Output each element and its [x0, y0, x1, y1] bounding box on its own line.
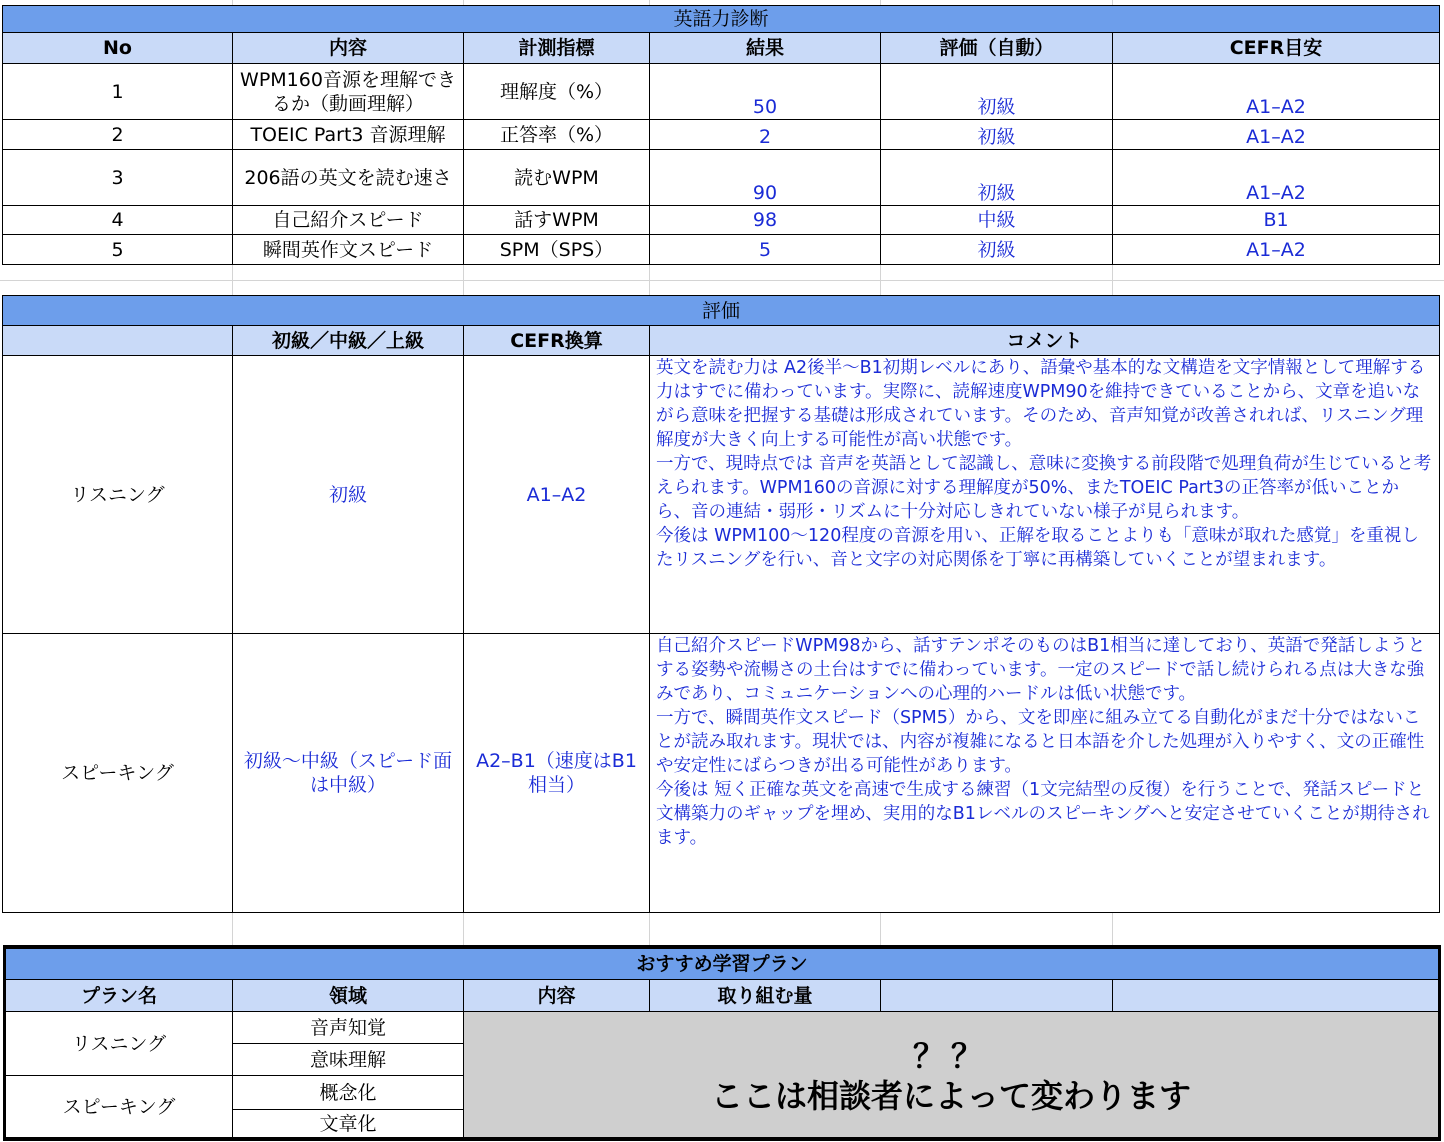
row4-cefr[interactable]: B1 [1263, 209, 1289, 231]
table-border [649, 979, 650, 1012]
table-border [2, 355, 1440, 356]
table-border [1112, 979, 1113, 1012]
table-border [6, 979, 1438, 980]
eval-row-listening-cefr[interactable]: A1–A2 [526, 483, 587, 506]
eval-row-listening-comment[interactable]: 英文を読む力は A2後半〜B1初期レベルにあり、語彙や基本的な文構造を文字情報として理解する力はすでに備わっています。実際に、読解速度WPM90を維持できていることから、文章を追いながら意味を把握する基礎は形成されています。そのため、音声知覚が改善されれば、リスニング理解度が大きく向上する可能性が高い状態です。 一方で、現時点では 音声を英語として認識し、意味に変換する前段階で処理負荷が生じていると考えられます。WPM160の音源に対する理解度が50%、またTOEIC Part3の正答率が低いことから、音の連結・弱形・リズムに十分対応しきれていない様子が見られます。 今後は WPM100〜120程度の音源を用い、正解を取ることよりも「意味が取れた感覚」を重視したリスニングを行い、音と文字の対応関係を丁寧に再構築していくことが望まれます。 [656, 358, 1432, 570]
plan-placeholder-marks: ？？ [912, 1037, 989, 1075]
column-header-cefr-conversion[interactable]: CEFR換算 [510, 329, 603, 352]
row2-content[interactable]: TOEIC Part3 音源理解 [250, 123, 446, 146]
row2-cefr[interactable]: A1–A2 [1246, 126, 1306, 148]
table-border [880, 979, 881, 1012]
table-border [1439, 5, 1440, 265]
row1-content[interactable]: WPM160音源を理解できるか（動画理解） [240, 68, 456, 115]
row5-no[interactable]: 5 [111, 238, 124, 261]
table-border [232, 325, 233, 913]
column-header-content[interactable]: 内容 [328, 37, 367, 59]
table-border [6, 1011, 1438, 1012]
plan-group-speaking[interactable]: スピーキング [62, 1095, 176, 1118]
table-border [2, 325, 1440, 326]
row2-no[interactable]: 2 [111, 123, 124, 146]
table-border [3, 945, 6, 1141]
table-border [649, 32, 650, 265]
row3-eval[interactable]: 初級 [977, 182, 1016, 204]
row5-content[interactable]: 瞬間英作文スピード [262, 238, 434, 261]
row4-no[interactable]: 4 [111, 209, 124, 231]
table-border [2, 205, 1440, 206]
grid-line [1112, 913, 1113, 945]
plan-area-meaning-comprehension[interactable]: 意味理解 [309, 1048, 386, 1071]
table-border [2, 5, 1440, 6]
plan-area-conceptualization[interactable]: 概念化 [319, 1081, 377, 1104]
row1-result[interactable]: 50 [752, 96, 778, 118]
row3-metric[interactable]: 読むWPM [514, 166, 599, 189]
row5-result[interactable]: 5 [758, 238, 772, 261]
table-border [2, 149, 1440, 150]
table-border [2, 295, 1440, 296]
column-header-level[interactable]: 初級／中級／上級 [271, 329, 424, 352]
row1-no[interactable]: 1 [111, 80, 124, 103]
table-border [463, 32, 464, 265]
row5-metric[interactable]: SPM（SPS） [499, 238, 614, 261]
table-border [233, 1109, 463, 1110]
column-header-no[interactable]: No [103, 37, 132, 59]
table-border [1439, 295, 1440, 913]
table-border [2, 633, 1440, 634]
eval-row-speaking-comment[interactable]: 自己紹介スピードWPM98から、話すテンポそのものはB1相当に達しており、英語で発話しようとする姿勢や流暢さの土台はすでに備わっています。一定のスピードで話し続けられる点は大きな強みであり、コミュニケーションへの心理的ハードルは低い状態です。 一方で、瞬間英作文スピード（SPM5）から、文を即座に組み立てる自動化がまだ十分ではないことが読み取れます。現状では、内容が複雑になると日本語を介した処理が入りやすく、文の正確性や安定性にばらつきが出る可能性があります。 今後は 短く正確な英文を高速で生成する練習（1文完結型の反復）を行うことで、発話スピードと文構築力のギャップを埋め、実用的なB1レベルのスピーキングへと安定させていくことが期待されます。 [656, 636, 1430, 848]
table-border [2, 32, 1440, 33]
table-border [463, 325, 464, 913]
row3-result[interactable]: 90 [752, 182, 778, 204]
table-border [2, 295, 3, 913]
table-border [3, 1137, 1441, 1141]
row1-cefr[interactable]: A1–A2 [1246, 96, 1306, 118]
grid-line [0, 280, 1444, 281]
row4-result[interactable]: 98 [752, 209, 778, 231]
table-border [2, 63, 1440, 64]
plan-area-sound-perception[interactable]: 音声知覚 [309, 1016, 386, 1039]
table-border [3, 945, 1441, 949]
plan-title: おすすめ学習プラン [636, 953, 808, 975]
column-header-cefr[interactable]: CEFR目安 [1229, 37, 1323, 59]
plan-group-listening[interactable]: リスニング [71, 1032, 167, 1055]
diagnosis-title: 英語力診断 [673, 8, 769, 30]
eval-row-speaking-level[interactable]: 初級〜中級（スピード面は中級） [243, 750, 453, 796]
table-border [880, 32, 881, 265]
column-header-comment[interactable]: コメント [1006, 329, 1083, 352]
table-border [6, 1075, 463, 1076]
column-header-plan-name[interactable]: プラン名 [80, 984, 157, 1007]
eval-row-speaking-area[interactable]: スピーキング [61, 762, 174, 784]
column-header-result[interactable]: 結果 [745, 37, 784, 59]
column-header-amount[interactable]: 取り組む量 [717, 984, 813, 1007]
table-border [1112, 32, 1113, 265]
grid-line [463, 913, 464, 945]
eval-row-speaking-cefr[interactable]: A2–B1（速度はB1相当） [476, 750, 637, 796]
row4-content[interactable]: 自己紹介スピード [272, 209, 424, 231]
row3-content[interactable]: 206語の英文を読む速さ [244, 166, 452, 189]
table-border [2, 912, 1440, 913]
column-header-eval[interactable]: 評価（自動） [939, 37, 1054, 59]
row2-eval[interactable]: 初級 [977, 126, 1016, 148]
row5-eval[interactable]: 初級 [977, 238, 1016, 261]
row4-eval[interactable]: 中級 [977, 209, 1016, 231]
row3-cefr[interactable]: A1–A2 [1246, 182, 1306, 204]
table-border [2, 119, 1440, 120]
evaluation-title: 評価 [701, 299, 740, 322]
table-border [2, 234, 1440, 235]
column-header-metric[interactable]: 計測指標 [518, 37, 595, 59]
plan-area-sentence-formation[interactable]: 文章化 [319, 1112, 377, 1135]
table-border [232, 32, 233, 265]
table-border [463, 979, 464, 1137]
table-border [232, 979, 233, 1137]
column-header-plan-content[interactable]: 内容 [537, 984, 576, 1007]
grid-line [880, 913, 881, 945]
grid-line [232, 913, 233, 945]
grid-line [649, 913, 650, 945]
row1-eval[interactable]: 初級 [977, 96, 1016, 118]
table-border [2, 5, 3, 265]
row2-metric[interactable]: 正答率（%） [499, 123, 614, 146]
row3-no[interactable]: 3 [111, 166, 124, 189]
table-border [2, 264, 1440, 265]
table-border [233, 1043, 463, 1044]
eval-row-listening-area[interactable]: リスニング [70, 483, 165, 506]
column-header-domain[interactable]: 領域 [328, 984, 367, 1007]
table-border [1438, 945, 1441, 1141]
row2-result[interactable]: 2 [758, 126, 772, 148]
row4-metric[interactable]: 話すWPM [514, 209, 599, 231]
plan-placeholder-text: ここは相談者によって変わります [710, 1077, 1191, 1115]
row5-cefr[interactable]: A1–A2 [1246, 238, 1306, 261]
eval-row-listening-level[interactable]: 初級 [328, 483, 367, 506]
row1-metric[interactable]: 理解度（%） [499, 80, 614, 103]
table-border [649, 325, 650, 913]
